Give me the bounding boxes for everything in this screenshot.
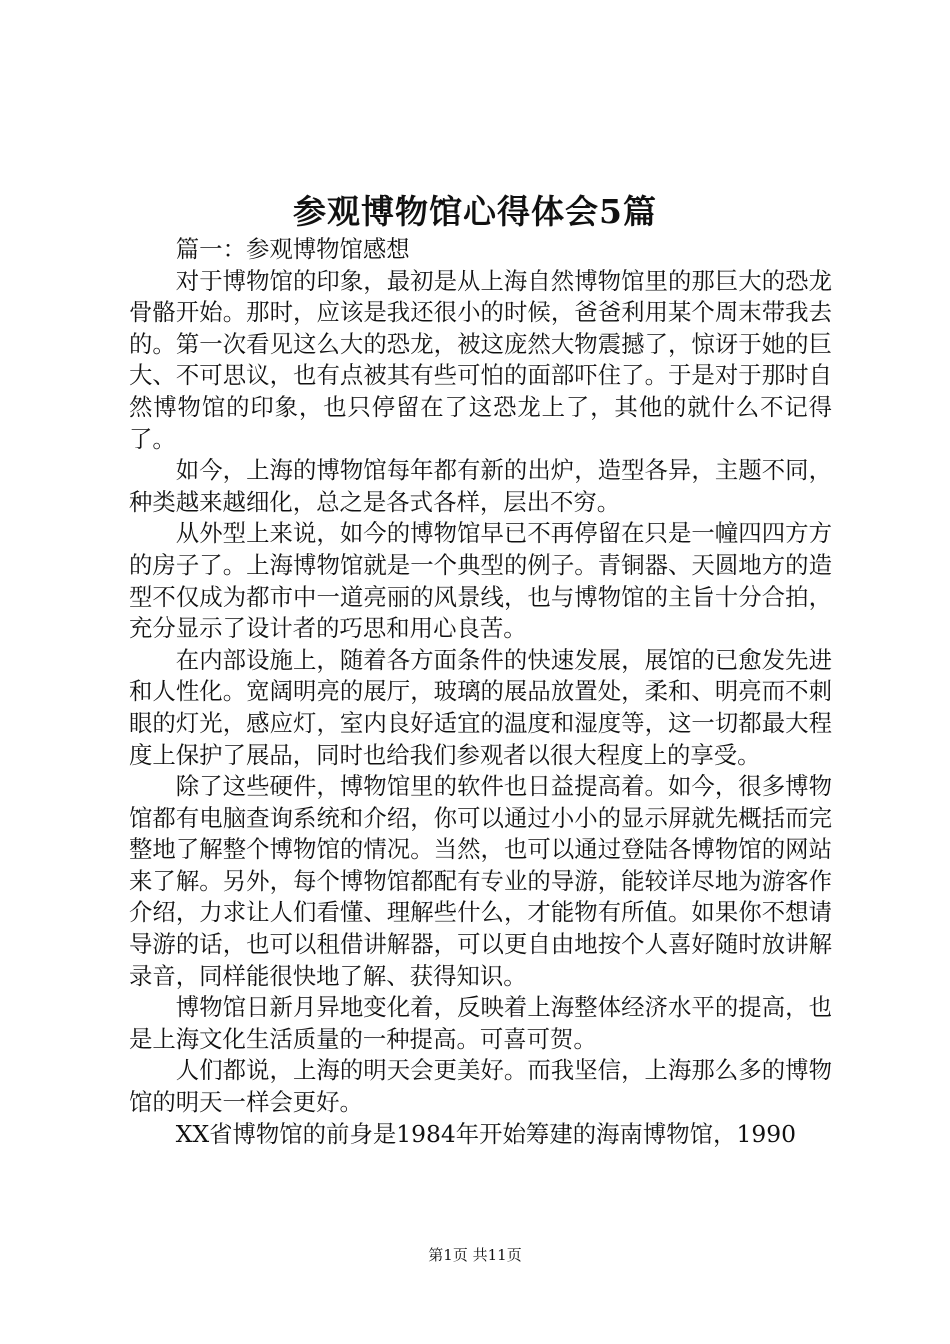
paragraph: 对于博物馆的印象，最初是从上海自然博物馆里的那巨大的恐龙骨骼开始。那时，应该是我还很小的时候，爸爸利用某个周末带我去的。第一次看见这么大的恐龙，被这庞然大物震撼了，惊讶于她的巨大、不可思议，也有点被其有些可怕的面部吓住了。于是对于那时自然博物馆的印象，也只停留在了这恐龙上了，其他的就什么不记得了。 (129, 266, 832, 453)
paragraph: 在内部设施上，随着各方面条件的快速发展，展馆的已愈发先进和人性化。宽阔明亮的展厅，玻璃的展品放置处，柔和、明亮而不刺眼的灯光，感应灯，室内良好适宜的温度和湿度等，这一切都最大程度上保护了展品，同时也给我们参观者以很大程度上的享受。 (129, 645, 832, 769)
paragraph: 人们都说，上海的明天会更美好。而我坚信，上海那么多的博物馆的明天一样会更好。 (129, 1056, 832, 1117)
paragraph: 除了这些硬件，博物馆里的软件也日益提高着。如今，很多博物馆都有电脑查询系统和介绍，你可以通过小小的显示屏就先概括而完整地了解整个博物馆的情况。当然，也可以通过登陆各博物馆的网站来了解。另外，每个博物馆都配有专业的导游，能较详尽地为游客作介绍，力求让人们看懂、理解些什么，才能物有所值。如果你不想请导游的话，也可以租借讲解器，可以更自由地按个人喜好随时放讲解录音，同样能很快地了解、获得知识。 (129, 772, 832, 990)
document-title: 参观博物馆心得体会5篇 (293, 192, 657, 231)
paragraph: XX省博物馆的前身是1984年开始筹建的海南博物馆，1990 (175, 1119, 796, 1148)
paragraph: 从外型上来说，如今的博物馆早已不再停留在只是一幢四四方方的房子了。上海博物馆就是一个典型的例子。青铜器、天圆地方的造型不仅成为都市中一道亮丽的风景线，也与博物馆的主旨十分合拍，充分显示了设计者的巧思和用心良苦。 (129, 519, 832, 643)
paragraph: 博物馆日新月异地变化着，反映着上海整体经济水平的提高，也是上海文化生活质量的一种提高。可喜可贺。 (129, 993, 832, 1053)
section-heading: 篇一：参观博物馆感想 (175, 235, 410, 263)
page-number-footer: 第1页 共11页 (428, 1246, 522, 1264)
paragraph: 如今，上海的博物馆每年都有新的出炉，造型各异，主题不同，种类越来越细化，总之是各式各样，层出不穷。 (129, 456, 832, 516)
document-body (129, 234, 832, 1150)
